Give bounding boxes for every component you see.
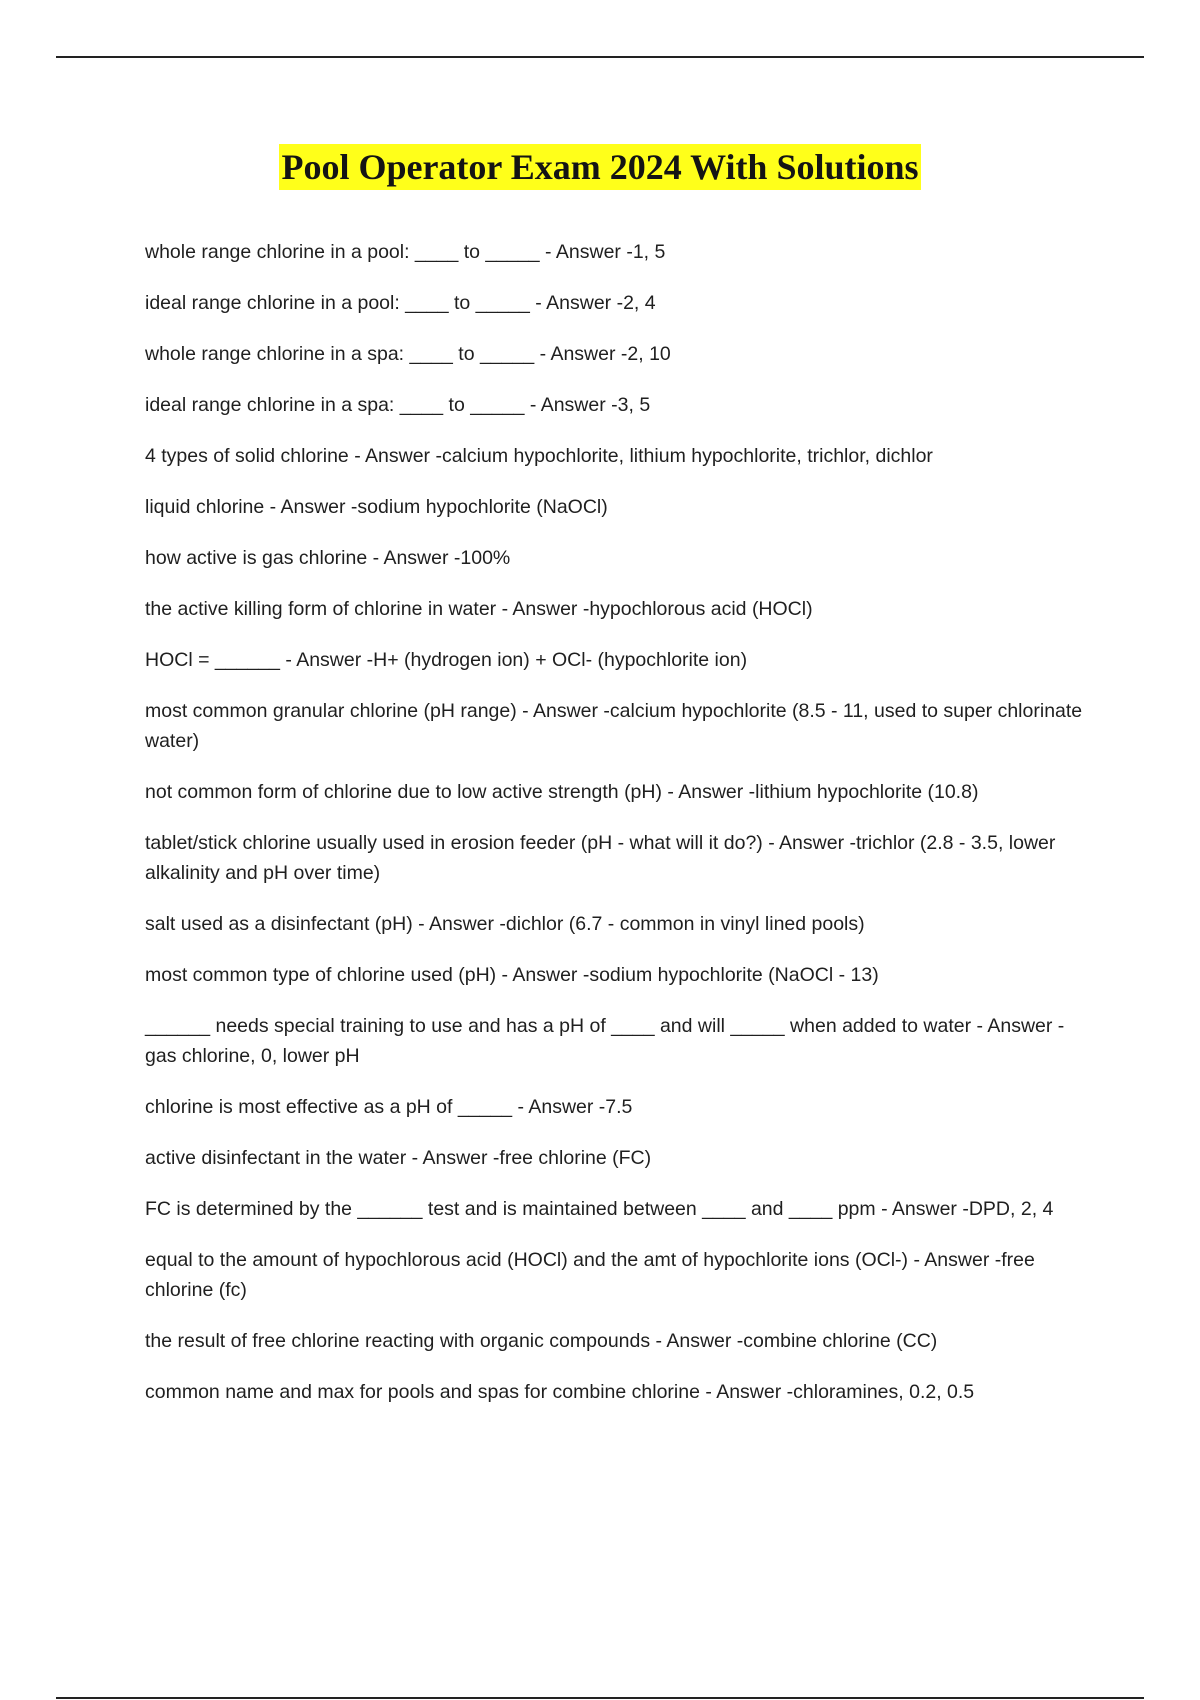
qa-item-17: active disinfectant in the water - Answer -free chlorine (FC) <box>145 1147 652 1169</box>
qa-item-9: HOCl = ______ - Answer -H+ (hydrogen ion) + OCl- (hypochlorite ion) <box>145 649 748 671</box>
qa-item-3: whole range chlorine in a spa: ____ to _____ - Answer -2, 10 <box>145 343 671 365</box>
top-divider <box>56 56 1144 58</box>
title-container <box>0 144 1200 190</box>
qa-item-14: most common type of chlorine used (pH) - Answer -sodium hypochlorite (NaOCl - 13) <box>145 964 879 986</box>
qa-item-21: common name and max for pools and spas for combine chlorine - Answer -chloramines, 0.2, 0.5 <box>145 1381 975 1403</box>
qa-item-5: 4 types of solid chlorine - Answer -calcium hypochlorite, lithium hypochlorite, trichlor, dichlor <box>145 445 933 467</box>
bottom-divider <box>56 1697 1144 1699</box>
qa-item-4: ideal range chlorine in a spa: ____ to _____ - Answer -3, 5 <box>145 394 651 416</box>
qa-item-20: the result of free chlorine reacting with organic compounds - Answer -combine chlorine (CC) <box>145 1330 938 1352</box>
qa-item-16: chlorine is most effective as a pH of _____ - Answer -7.5 <box>145 1096 633 1118</box>
qa-item-13: salt used as a disinfectant (pH) - Answer -dichlor (6.7 - common in vinyl lined pools) <box>145 913 865 935</box>
qa-item-12: tablet/stick chlorine usually used in erosion feeder (pH - what will it do?) - Answer -trichlor (2.8 - 3.5, lower alkalinity and pH over time) <box>145 832 1056 884</box>
qa-item-11: not common form of chlorine due to low active strength (pH) - Answer -lithium hypochlorite (10.8) <box>145 781 979 803</box>
question-answer-list <box>145 237 1095 1428</box>
qa-item-2: ideal range chlorine in a pool: ____ to _____ - Answer -2, 4 <box>145 292 656 314</box>
qa-item-8: the active killing form of chlorine in water - Answer -hypochlorous acid (HOCl) <box>145 598 813 620</box>
qa-item-15: ______ needs special training to use and has a pH of ____ and will _____ when added to water - Answer -gas chlorine, 0, lower pH <box>145 1015 1065 1067</box>
page-title: Pool Operator Exam 2024 With Solutions <box>279 144 920 190</box>
qa-item-7: how active is gas chlorine - Answer -100% <box>145 547 511 569</box>
qa-item-1: whole range chlorine in a pool: ____ to _____ - Answer -1, 5 <box>145 241 666 263</box>
qa-item-10: most common granular chlorine (pH range) - Answer -calcium hypochlorite (8.5 - 11, used to super chlorinate water) <box>145 700 1083 752</box>
qa-item-6: liquid chlorine - Answer -sodium hypochlorite (NaOCl) <box>145 496 608 518</box>
qa-item-19: equal to the amount of hypochlorous acid (HOCl) and the amt of hypochlorite ions (OCl-) - Answer -free chlorine (fc) <box>145 1249 1035 1301</box>
qa-item-18: FC is determined by the ______ test and is maintained between ____ and ____ ppm - Answer -DPD, 2, 4 <box>145 1198 1054 1220</box>
